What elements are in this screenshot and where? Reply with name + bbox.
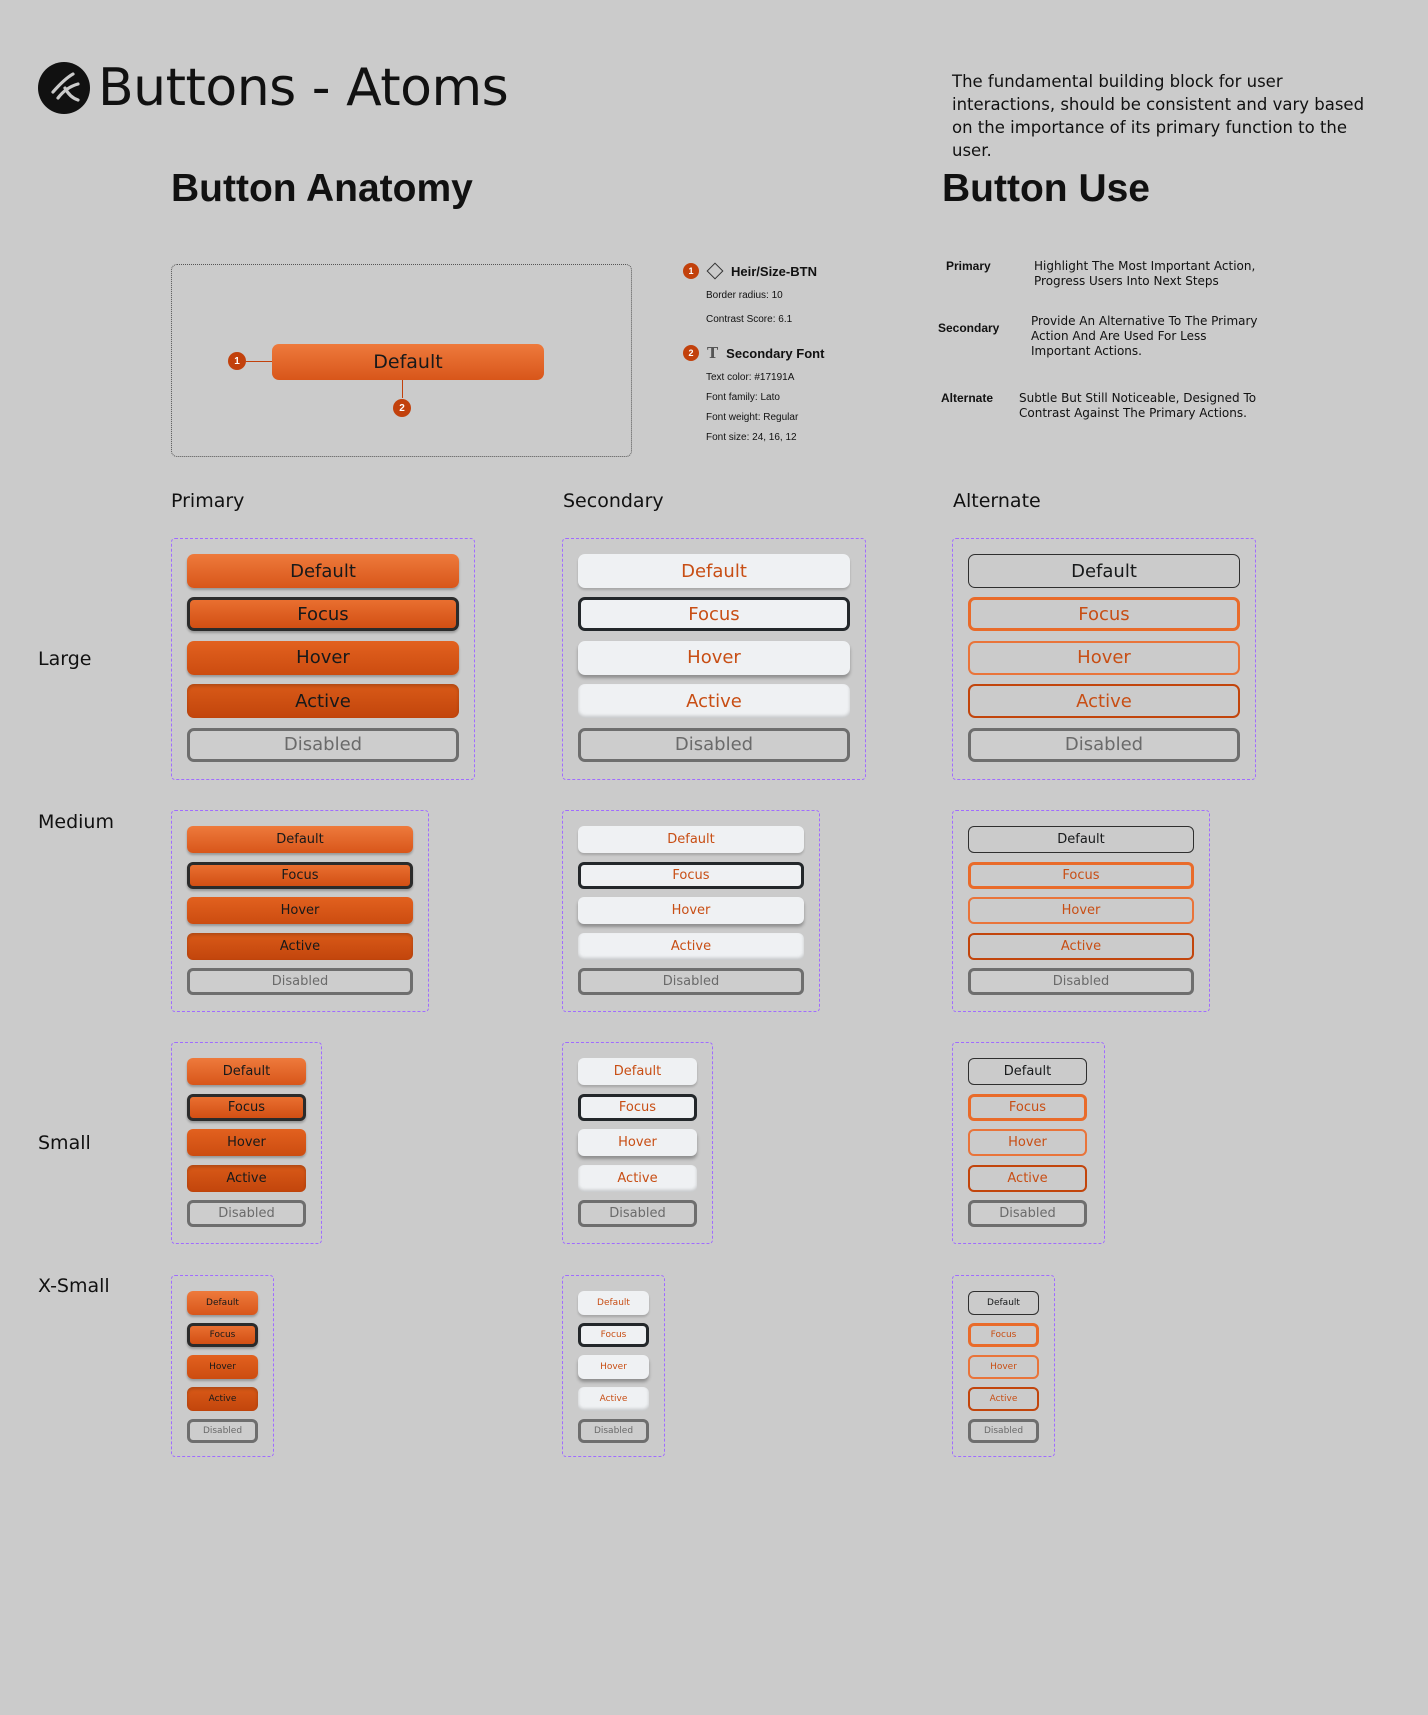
alternate-xsmall-active-button[interactable]: Active [968,1387,1039,1411]
spec-marker-2: 2 [683,345,699,361]
alternate-xsmall-hover-button[interactable]: Hover [968,1355,1039,1379]
row-label-large: Large [38,648,92,670]
spec-heir-size-heading [683,263,817,279]
alternate-large-default-button[interactable]: Default [968,554,1240,588]
alternate-medium-focus-button[interactable]: Focus [968,862,1194,889]
primary-medium-active-button[interactable]: Active [187,933,413,960]
primary-large-default-button[interactable]: Default [187,554,459,588]
primary-xsmall-hover-button[interactable]: Hover [187,1355,258,1379]
alternate-medium-active-button[interactable]: Active [968,933,1194,960]
spec-contrast-score: Contrast Score: 6.1 [706,314,793,325]
page-title: Buttons - Atoms [98,58,509,118]
button-group-secondary-small [562,1042,713,1244]
button-group-secondary-xsmall [562,1275,665,1457]
alternate-xsmall-disabled-button[interactable]: Disabled [968,1419,1039,1443]
secondary-small-disabled-button[interactable]: Disabled [578,1200,697,1227]
alternate-large-disabled-button[interactable]: Disabled [968,728,1240,762]
primary-small-default-button[interactable]: Default [187,1058,306,1085]
use-desc-primary: Highlight The Most Important Action, Progress Users Into Next Steps [1034,259,1256,288]
page-description: The fundamental building block for user interactions, should be consistent and vary based on the importance of its primary function to the user. [952,72,1365,160]
anatomy-marker-2: 2 [393,399,411,417]
alternate-small-default-button[interactable]: Default [968,1058,1087,1085]
button-group-alternate-medium [952,810,1210,1012]
diamond-icon [707,263,724,280]
primary-small-disabled-button[interactable]: Disabled [187,1200,306,1227]
secondary-xsmall-focus-button[interactable]: Focus [578,1323,649,1347]
row-label-xsmall: X-Small [38,1275,110,1297]
use-key-alternate: Alternate [941,391,994,405]
button-group-primary-small [171,1042,322,1244]
alternate-small-focus-button[interactable]: Focus [968,1094,1087,1121]
secondary-large-active-button[interactable]: Active [578,684,850,718]
use-desc-secondary: Provide An Alternative To The Primary Action And Are Used For Less Important Actions. [1031,314,1258,358]
secondary-medium-active-button[interactable]: Active [578,933,804,960]
primary-medium-default-button[interactable]: Default [187,826,413,853]
spec-font-title: Secondary Font [726,345,825,361]
column-label-alternate: Alternate [953,490,1041,512]
alternate-small-hover-button[interactable]: Hover [968,1129,1087,1156]
alternate-large-focus-button[interactable]: Focus [968,597,1240,631]
text-icon: T [707,344,719,362]
spec-font-family: Font family: Lato [706,392,780,403]
column-label-primary: Primary [171,490,245,512]
button-group-primary-xsmall [171,1275,274,1457]
primary-xsmall-default-button[interactable]: Default [187,1291,258,1315]
secondary-medium-focus-button[interactable]: Focus [578,862,804,889]
secondary-small-default-button[interactable]: Default [578,1058,697,1085]
secondary-small-active-button[interactable]: Active [578,1165,697,1192]
secondary-xsmall-active-button[interactable]: Active [578,1387,649,1411]
row-label-small: Small [38,1132,91,1154]
secondary-medium-default-button[interactable]: Default [578,826,804,853]
button-group-primary-medium [171,810,429,1012]
use-desc-alternate: Subtle But Still Noticeable, Designed To Contrast Against The Primary Actions. [1019,391,1257,420]
secondary-large-hover-button[interactable]: Hover [578,641,850,675]
column-label-secondary: Secondary [563,490,664,512]
spec-marker-1: 1 [683,263,699,279]
secondary-large-default-button[interactable]: Default [578,554,850,588]
alternate-xsmall-default-button[interactable]: Default [968,1291,1039,1315]
spec-font-heading [683,345,824,361]
spec-font-weight: Font weight: Regular [706,412,799,423]
secondary-medium-disabled-button[interactable]: Disabled [578,968,804,995]
primary-large-disabled-button[interactable]: Disabled [187,728,459,762]
alternate-medium-hover-button[interactable]: Hover [968,897,1194,924]
row-label-medium: Medium [38,811,114,833]
secondary-small-hover-button[interactable]: Hover [578,1129,697,1156]
alternate-large-hover-button[interactable]: Hover [968,641,1240,675]
primary-medium-disabled-button[interactable]: Disabled [187,968,413,995]
primary-xsmall-focus-button[interactable]: Focus [187,1323,258,1347]
alternate-small-active-button[interactable]: Active [968,1165,1087,1192]
primary-large-focus-button[interactable]: Focus [187,597,459,631]
spec-border-radius: Border radius: 10 [706,290,783,301]
primary-small-focus-button[interactable]: Focus [187,1094,306,1121]
anatomy-example-button: Default [272,344,544,380]
secondary-xsmall-hover-button[interactable]: Hover [578,1355,649,1379]
secondary-xsmall-disabled-button[interactable]: Disabled [578,1419,649,1443]
button-group-alternate-large [952,538,1256,780]
button-group-alternate-xsmall [952,1275,1055,1457]
button-group-secondary-medium [562,810,820,1012]
button-group-alternate-small [952,1042,1105,1244]
use-key-secondary: Secondary [938,321,1000,335]
anatomy-connector-1 [246,361,272,362]
anatomy-heading: Button Anatomy [171,167,473,210]
primary-medium-hover-button[interactable]: Hover [187,897,413,924]
alternate-small-disabled-button[interactable]: Disabled [968,1200,1087,1227]
primary-small-hover-button[interactable]: Hover [187,1129,306,1156]
use-heading: Button Use [942,167,1150,210]
button-group-secondary-large [562,538,866,780]
alternate-large-active-button[interactable]: Active [968,684,1240,718]
secondary-xsmall-default-button[interactable]: Default [578,1291,649,1315]
primary-small-active-button[interactable]: Active [187,1165,306,1192]
spec-text-color: Text color: #17191A [706,372,795,383]
secondary-large-disabled-button[interactable]: Disabled [578,728,850,762]
alternate-medium-default-button[interactable]: Default [968,826,1194,853]
primary-large-hover-button[interactable]: Hover [187,641,459,675]
anatomy-connector-2 [402,380,403,398]
brand-logo-icon [38,62,90,114]
primary-medium-focus-button[interactable]: Focus [187,862,413,889]
secondary-medium-hover-button[interactable]: Hover [578,897,804,924]
primary-large-active-button[interactable]: Active [187,684,459,718]
spec-font-size: Font size: 24, 16, 12 [706,432,797,443]
alternate-xsmall-focus-button[interactable]: Focus [968,1323,1039,1347]
use-key-primary: Primary [946,259,991,273]
primary-xsmall-active-button[interactable]: Active [187,1387,258,1411]
button-group-primary-large [171,538,475,780]
secondary-large-focus-button[interactable]: Focus [578,597,850,631]
primary-xsmall-disabled-button[interactable]: Disabled [187,1419,258,1443]
secondary-small-focus-button[interactable]: Focus [578,1094,697,1121]
anatomy-marker-1: 1 [228,352,246,370]
alternate-medium-disabled-button[interactable]: Disabled [968,968,1194,995]
spec-heir-size-title: Heir/Size-BTN [731,263,817,279]
